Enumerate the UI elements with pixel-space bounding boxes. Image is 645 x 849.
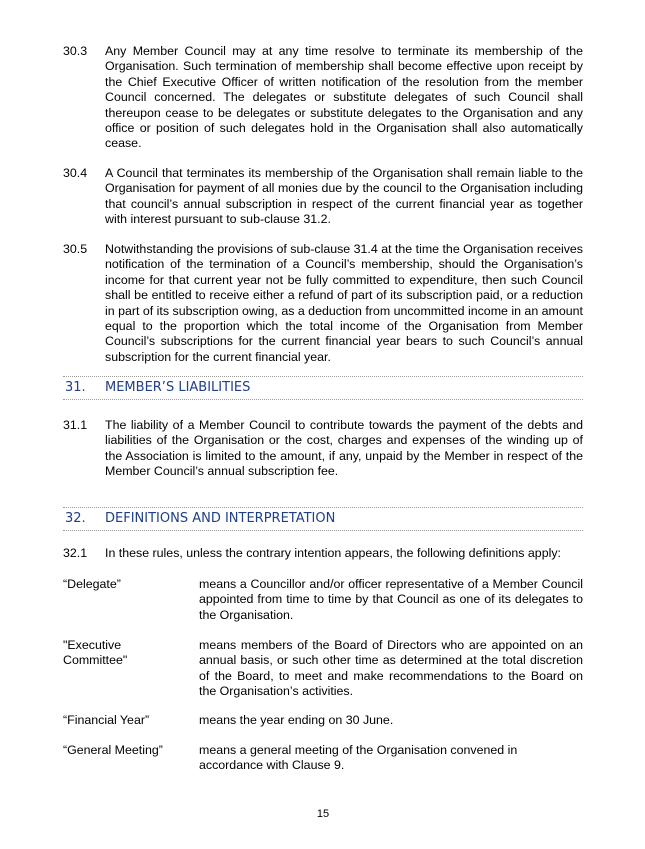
clause-text: The liability of a Member Council to contribute towards the payment of the debts and liabilities of the Organisation or the cost, charges and expenses of the winding up of the Association is limited to the amount, if any, unpaid by the Member in respect of the Member Council’s annual subscription fee. [105,418,583,479]
clause-number: 30.4 [63,166,88,180]
clause-text: Any Member Council may at any time resolve to terminate its membership of the Organisation. Such termination of membership shall become effective upon receipt by the Chief Executive Officer of written notification of the resolution from the member Council concerned. The delegates or substitute delegates of such Council shall thereupon cease to be delegates or substitute delegates to the Organisation and any office or position of such delegates hold in the Organisation shall also automatically cease. [105,44,583,151]
clause-31-1 [63,418,583,480]
page-number: 15 [316,808,330,820]
document-page [63,0,583,849]
section-heading-32 [63,507,583,531]
clause-30-4 [63,166,583,228]
definition-general-meeting [63,743,583,774]
section-title: DEFINITIONS AND INTERPRETATION [105,511,336,526]
section-heading-31 [63,376,583,400]
clause-number: 30.3 [63,44,88,58]
definition-term: "Executive Committee" [63,638,128,668]
definition-meaning: means members of the Board of Directors who are appointed on an annual basis, or such other time as determined at the total discretion of the Board, to meet and make recommendations to the Board on the Organisation’s activities. [199,638,583,699]
section-number: 32. [65,511,86,526]
clause-number: 30.5 [63,242,88,256]
definition-meaning: means the year ending on 30 June. [199,713,394,727]
definition-financial-year [63,713,583,728]
clause-number: 31.1 [63,418,88,432]
clause-32-1 [63,546,583,561]
clause-number: 32.1 [63,546,88,560]
section-title: MEMBER’S LIABILITIES [105,380,251,395]
definition-meaning: means a general meeting of the Organisation convened in accordance with Clause 9. [199,743,518,773]
clause-text: In these rules, unless the contrary intention appears, the following definitions apply: [105,546,561,560]
clause-text: Notwithstanding the provisions of sub-clause 31.4 at the time the Organisation receives notification of the termination of a Council’s membership, should the Organisation’s income for that current year not be fully committed to expenditure, then such Council shall be entitled to receive either a refund of part of its subscription paid, or a reduction in part of its subscription owing, as a deduction from uncommitted income in an amount equal to the proportion which the total income of the Organisation from Member Council’s subscriptions for the current financial year bears to such Council’s annual subscription for the current financial year. [105,242,583,364]
clause-text: A Council that terminates its membership of the Organisation shall remain liable to the Organisation for payment of all monies due by the council to the Organisation including that council’s annual subscription in respect of the current financial year as together with interest pursuant to sub-clause 31.2. [105,166,583,227]
definition-delegate [63,577,583,623]
definition-executive-committee [63,638,583,700]
clause-30-5 [63,242,583,365]
definition-term: “General Meeting” [63,743,163,757]
definition-term: “Delegate” [63,577,121,591]
definition-meaning: means a Councillor and/or officer representative of a Member Council appointed from time to time by that Council as one of its delegates to the Organisation. [199,577,583,622]
definition-term: “Financial Year” [63,713,150,727]
section-number: 31. [65,380,86,395]
clause-30-3 [63,44,583,152]
